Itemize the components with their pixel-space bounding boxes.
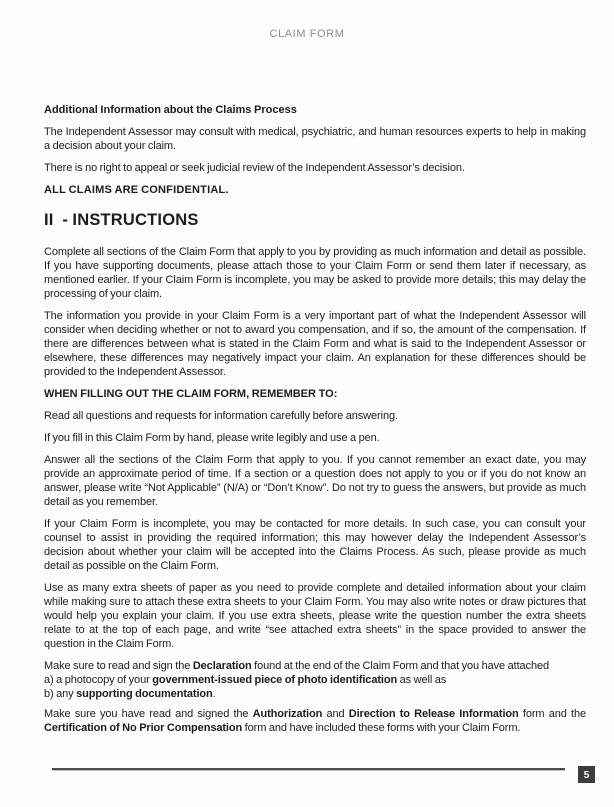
para-write-legibly: If you fill in this Claim Form by hand, please write legibly and use a pen.: [44, 432, 380, 444]
para-all-claims-confidential: ALL CLAIMS ARE CONFIDENTIAL.: [44, 184, 229, 196]
para-authorization-forms: Make sure you have read and signed the Authorization and Direction to Release Information form and the Certification of No Prior Compensation form and have included these forms with your Claim Form.: [44, 708, 586, 734]
para-read-all-questions: Read all questions and requests for information carefully before answering.: [44, 410, 398, 422]
heading-instructions: II - INSTRUCTIONS: [44, 211, 199, 229]
para-declaration-attachments: Make sure to read and sign the Declaration found at the end of the Claim Form and that you have attached a) a photocopy of your government-issued piece of photo identification as well as b) any supporting documentation.: [44, 660, 550, 700]
para-answer-all-sections: Answer all the sections of the Claim Form that apply to you. If you cannot remember an exact date, you may provide an approximate period of time. If a section or a question does not apply to you or if you do not know an answer, please write “Not Applicable” (N/A) or “Don’t Know”. Do not try to guess the answers, but provide as much detail as you remember.: [44, 454, 586, 508]
page-number-badge: [578, 766, 595, 783]
footer-rule: [52, 768, 565, 770]
emphasis-text: Direction to Release Information: [348, 708, 519, 720]
emphasis-text: government-issued piece of photo identification: [152, 674, 398, 686]
para-information-importance: The information you provide in your Claim Form is a very important part of what the Independent Assessor will consider when deciding whether or not to award you compensation, and if so, the amount of the compensation. If there are differences between what is stated in the Claim Form and what is said to the Independent Assessor or elsewhere, these differences may negatively impact your claim. An explanation for these differences should be provided to the Independent Assessor.: [44, 310, 586, 378]
emphasis-text: supporting documentation: [76, 688, 213, 700]
para-incomplete-form: If your Claim Form is incomplete, you may be contacted for more details. In such case, you can consult your counsel to assist in providing the required information; this may however delay the Independent Assessor’s decision about whether your claim will be accepted into the Claims Process. As such, please provide as much detail as possible on the Claim Form.: [44, 518, 586, 572]
para-complete-all-sections: Complete all sections of the Claim Form that apply to you by providing as much information and detail as possible. If you have supporting documents, please attach those to your Claim Form or send them later if necessary, as mentioned earlier. If your Claim Form is incomplete, you may be asked to provide more details; this may delay the processing of your claim.: [44, 246, 586, 300]
heading-when-filling-out: WHEN FILLING OUT THE CLAIM FORM, REMEMBER TO:: [44, 388, 338, 400]
document-title: CLAIM FORM: [269, 28, 345, 40]
para-extra-sheets: Use as many extra sheets of paper as you need to provide complete and detailed information about your claim while making sure to attach these extra sheets to your Claim Form. You may also write notes or draw pictures that would help you explain your claim. If you use extra sheets, please write the question number the extra sheets relate to at the top of each page, and write “see attached extra sheets” in the space provided to answer the question in the Claim Form.: [44, 582, 586, 650]
section-heading-additional-info: Additional Information about the Claims Process: [44, 104, 297, 116]
emphasis-text: Declaration: [192, 660, 252, 672]
emphasis-text: Authorization: [252, 708, 323, 720]
para-independent-assessor-consult: The Independent Assessor may consult with medical, psychiatric, and human resources experts to help in making a decision about your claim.: [44, 126, 586, 152]
document-header: [0, 28, 614, 40]
emphasis-text: Certification of No Prior Compensation: [44, 722, 243, 734]
document-body: [44, 103, 586, 743]
page-number: 5: [583, 768, 590, 781]
para-no-right-to-appeal: There is no right to appeal or seek judicial review of the Independent Assessor’s decision.: [44, 162, 465, 174]
document-footer: [52, 766, 595, 783]
